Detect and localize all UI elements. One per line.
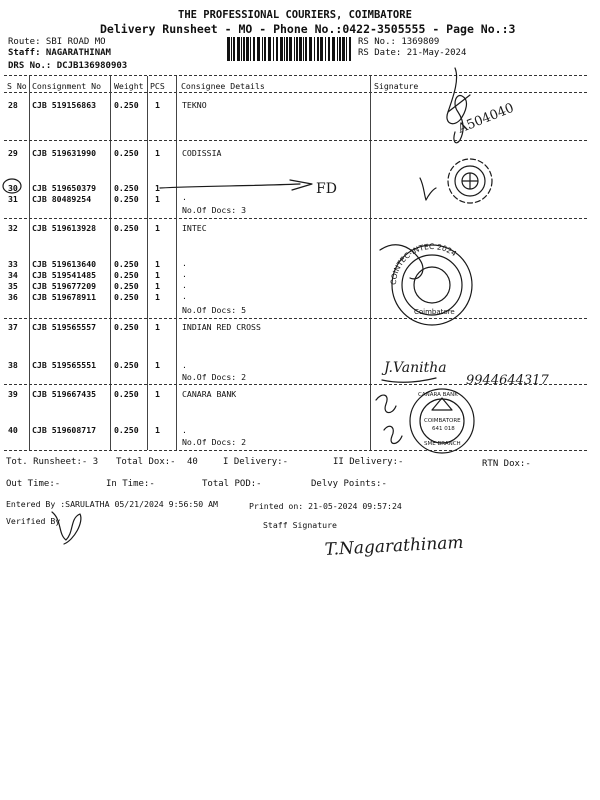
row-sno: 35 — [8, 281, 18, 291]
barcode-bar — [303, 37, 304, 61]
barcode-bar — [262, 37, 263, 61]
barcode-bar — [243, 37, 245, 61]
row-weight: 0.250 — [114, 100, 139, 110]
col-pcs: PCS — [150, 81, 165, 91]
barcode-bar — [294, 37, 295, 61]
staff-signature-label: Staff Signature — [263, 520, 337, 530]
row-pcs: 1 — [155, 148, 160, 158]
entered-by: Entered By :SARULATHA 05/21/2024 9:56:50 AM — [6, 499, 218, 509]
row-pcs: 1 — [155, 322, 160, 332]
row-consignee: . — [182, 192, 187, 202]
row-sno: 36 — [8, 292, 18, 302]
canara-stamp-bottom: SME BRANCH — [424, 441, 461, 447]
drs-number: DRS No.: DCJB136980903 — [8, 61, 128, 71]
barcode-bar — [305, 37, 307, 61]
gear-stamp — [448, 159, 492, 203]
row-sno: 40 — [8, 425, 18, 435]
row-consignment: CJB 80489254 — [32, 194, 92, 204]
row-consignee: CANARA BANK — [182, 389, 237, 399]
total-dox-label: Total Dox:- — [116, 457, 176, 467]
row-consignee: INTEC — [182, 223, 207, 233]
row-sno: 32 — [8, 223, 18, 233]
row-sno: 34 — [8, 270, 18, 280]
row-sno: 38 — [8, 360, 18, 370]
col-sno: S No — [7, 81, 27, 91]
total-dox-value: 40 — [187, 457, 198, 467]
barcode-bar — [299, 37, 302, 61]
barcode-bar — [325, 37, 326, 61]
barcode-bar — [227, 37, 230, 61]
row-rule — [4, 384, 587, 385]
barcode-bar — [246, 37, 249, 61]
rs-number: RS No.: 1369809 — [358, 37, 440, 47]
barcode-bar — [241, 37, 242, 61]
row-consignment: CJB 519677209 — [32, 281, 97, 291]
route-label: Route: SBI ROAD MO — [8, 37, 106, 47]
in-time: In Time:- — [106, 479, 155, 489]
row-consignment: CJB 519667435 — [32, 389, 97, 399]
intec-stamp — [380, 242, 472, 325]
row-weight: 0.250 — [114, 389, 139, 399]
delvy-points: Delvy Points:- — [311, 479, 387, 489]
row-pcs: 1 — [155, 183, 160, 193]
ii-delivery: II Delivery:- — [333, 457, 404, 467]
row-consignee: . — [182, 269, 187, 279]
barcode-bar — [273, 37, 274, 61]
row-consignment: CJB 519613928 — [32, 223, 97, 233]
rtn-dox: RTN Dox:- — [482, 459, 531, 469]
row-pcs: 1 — [155, 194, 160, 204]
col-weight: Weight — [114, 81, 144, 91]
barcode-bar — [337, 37, 338, 61]
row-consignment: CJB 519631990 — [32, 148, 97, 158]
barcode-bar — [264, 37, 266, 61]
row-weight: 0.250 — [114, 223, 139, 233]
barcode-bar — [346, 37, 347, 61]
barcode-bar — [253, 37, 255, 61]
barcode-bar — [332, 37, 335, 61]
barcode-bar — [276, 37, 278, 61]
row-consignee: . — [182, 291, 187, 301]
barcode-bar — [233, 37, 235, 61]
canara-signature — [376, 395, 402, 443]
row-pcs: 1 — [155, 259, 160, 269]
col-signature: Signature — [374, 81, 419, 91]
row-consignee: . — [182, 360, 187, 370]
company-name: THE PROFESSIONAL COURIERS, COIMBATORE — [178, 9, 412, 21]
row28-handwritten-number: A504040 — [455, 100, 517, 137]
table-bottom-rule — [4, 450, 587, 451]
col-rule — [370, 76, 371, 450]
canara-stamp — [410, 389, 474, 453]
barcode-bar — [320, 37, 323, 61]
barcode-bar — [286, 37, 288, 61]
docs-count: No.Of Docs: 2 — [182, 372, 247, 382]
printed-on: Printed on: 21-05-2024 09:57:24 — [249, 501, 402, 511]
row-weight: 0.250 — [114, 281, 139, 291]
row-weight: 0.250 — [114, 259, 139, 269]
runsheet-title: Delivery Runsheet - MO - Phone No.:0422-3505555 - Page No.:3 — [100, 22, 516, 36]
row-consignment: CJB 519608717 — [32, 425, 97, 435]
barcode-bar — [289, 37, 292, 61]
row-pcs: 1 — [155, 281, 160, 291]
row-consignment: CJB 519541485 — [32, 270, 97, 280]
row-pcs: 1 — [155, 425, 160, 435]
docs-count: No.Of Docs: 2 — [182, 437, 247, 447]
row-consignee: INDIAN RED CROSS — [182, 322, 261, 332]
row-consignment: CJB 519613640 — [32, 259, 97, 269]
intec-stamp-city: Coimbatore — [414, 308, 455, 316]
signature-row28 — [447, 68, 516, 143]
intec-stamp-ring-text: COINTEC-INTEC 2024 — [388, 241, 459, 286]
staff-handwritten-signature: T.Nagarathinam — [324, 532, 465, 560]
svg-text:COINTEC-INTEC 2024 — [389, 242, 458, 285]
barcode-bar — [268, 37, 271, 61]
header-bottom-rule — [4, 92, 587, 93]
row-consignee: CODISSIA — [182, 148, 222, 158]
row-pcs: 1 — [155, 360, 160, 370]
row-sno: 28 — [8, 100, 18, 110]
verified-by: Verified By — [6, 516, 61, 526]
barcode-bar — [314, 37, 315, 61]
row-sno: 33 — [8, 259, 18, 269]
col-rule — [176, 76, 177, 450]
row-sno: 29 — [8, 148, 18, 158]
canara-stamp-top: CANARA BANK — [418, 392, 458, 398]
barcode-bar — [250, 37, 251, 61]
signature-row29 — [420, 178, 436, 200]
row-pcs: 1 — [155, 389, 160, 399]
row-consignment: CJB 519565551 — [32, 360, 97, 370]
row-consignment: CJB 519650379 — [32, 183, 97, 193]
row-sno: 30 — [8, 183, 18, 193]
row-rule — [4, 218, 587, 219]
col-rule — [110, 76, 111, 450]
barcode-bar — [296, 37, 298, 61]
row-weight: 0.250 — [114, 270, 139, 280]
docs-count: No.Of Docs: 3 — [182, 205, 247, 215]
row-weight: 0.250 — [114, 425, 139, 435]
out-time: Out Time:- — [6, 479, 61, 489]
barcode-bar — [231, 37, 232, 61]
row-consignment: CJB 519678911 — [32, 292, 97, 302]
row-consignee: TEKNO — [182, 100, 207, 110]
row-weight: 0.250 — [114, 183, 139, 193]
col-consignee: Consignee Details — [181, 81, 265, 91]
barcode — [227, 37, 352, 61]
row-weight: 0.250 — [114, 292, 139, 302]
header-top-rule — [4, 75, 587, 76]
barcode-bar — [280, 37, 283, 61]
row38-handwritten-phone: 9944644317 — [466, 373, 549, 388]
canara-stamp-city: COIMBATORE — [424, 418, 461, 424]
row-weight: 0.250 — [114, 148, 139, 158]
col-rule — [29, 76, 30, 450]
row30-fd-note: FD — [316, 181, 337, 197]
tot-runsheet: Tot. Runsheet:- 3 — [6, 457, 99, 467]
row-consignment: CJB 519565557 — [32, 322, 97, 332]
docs-count: No.Of Docs: 5 — [182, 305, 247, 315]
row-sno: 31 — [8, 194, 18, 204]
row-rule — [4, 318, 587, 319]
row-weight: 0.250 — [114, 360, 139, 370]
barcode-bar — [342, 37, 345, 61]
rs-date: RS Date: 21-May-2024 — [358, 48, 467, 58]
row-sno: 37 — [8, 322, 18, 332]
row-consignment: CJB 519156863 — [32, 100, 97, 110]
barcode-bar — [257, 37, 260, 61]
col-rule — [147, 76, 148, 450]
barcode-bar — [309, 37, 312, 61]
row38-handwritten-name: J.Vanitha — [384, 360, 447, 376]
barcode-bar — [284, 37, 285, 61]
row-rule — [4, 140, 587, 141]
row-consignee: . — [182, 280, 187, 290]
barcode-bar — [317, 37, 319, 61]
barcode-bar — [349, 37, 351, 61]
row-pcs: 1 — [155, 270, 160, 280]
canara-stamp-pin: 641 018 — [432, 426, 455, 432]
barcode-bar — [237, 37, 240, 61]
row-weight: 0.250 — [114, 322, 139, 332]
row-weight: 0.250 — [114, 194, 139, 204]
staff-label: Staff: NAGARATHINAM — [8, 48, 111, 58]
row-pcs: 1 — [155, 292, 160, 302]
barcode-bar — [339, 37, 341, 61]
row-consignee: . — [182, 258, 187, 268]
row-consignee: . — [182, 425, 187, 435]
row-pcs: 1 — [155, 100, 160, 110]
row-pcs: 1 — [155, 223, 160, 233]
col-consignment: Consignment No — [32, 81, 102, 91]
total-pod: Total POD:- — [202, 479, 262, 489]
barcode-bar — [328, 37, 330, 61]
i-delivery: I Delivery:- — [223, 457, 289, 467]
row-sno: 39 — [8, 389, 18, 399]
